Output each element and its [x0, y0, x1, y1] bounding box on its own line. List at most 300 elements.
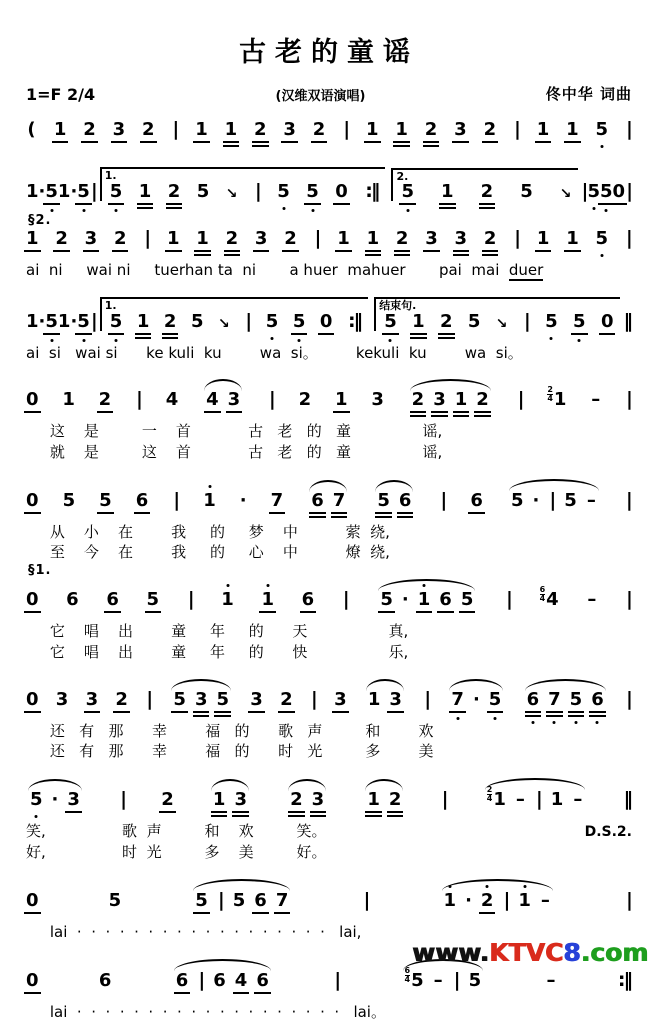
- note-glyph: 3: [55, 688, 69, 710]
- note-glyph: 3: [454, 119, 467, 140]
- meter-change: [540, 586, 546, 603]
- volta-bracket: [100, 167, 386, 201]
- note: [573, 310, 586, 332]
- underline: [311, 141, 328, 143]
- underline: [589, 711, 606, 713]
- lyric-segment: 还 有 那 幸 福 的 歌 声 和 欢: [26, 721, 434, 740]
- octave-dot-below: [50, 209, 53, 212]
- note: [136, 310, 150, 332]
- note-glyph: 6: [591, 688, 604, 710]
- dot: [402, 591, 409, 609]
- note-glyph: 5: [45, 310, 58, 332]
- octave-dot-below: [550, 337, 553, 340]
- note-glyph: 3: [371, 389, 384, 411]
- note: [367, 688, 381, 710]
- note-glyph: 2: [388, 788, 402, 810]
- note-glyph: 1: [166, 228, 180, 249]
- underline: [479, 912, 496, 914]
- note-glyph: 2: [480, 889, 494, 911]
- lyrics-text: [26, 741, 433, 762]
- note: [596, 230, 609, 248]
- underline: [193, 715, 210, 717]
- underline: [525, 711, 542, 713]
- note-glyph: 2: [280, 688, 293, 710]
- note-glyph: 3: [67, 788, 80, 810]
- note: [334, 688, 347, 710]
- meter-change: [547, 386, 553, 403]
- note: [26, 310, 39, 332]
- watermark-segment: 8: [563, 938, 581, 967]
- underline: [193, 141, 210, 143]
- note-glyph: 2: [98, 389, 112, 411]
- note: [62, 489, 76, 511]
- note: [113, 121, 126, 139]
- note: [62, 391, 75, 409]
- watermark: [412, 938, 648, 967]
- meter-denominator: 4: [539, 594, 546, 604]
- note: [254, 121, 267, 139]
- gliss-icon: [496, 317, 508, 331]
- underline: [410, 411, 427, 413]
- underline: [365, 254, 382, 256]
- underline: [564, 250, 581, 252]
- note: [319, 310, 333, 332]
- note: [439, 591, 452, 609]
- underline: [84, 711, 101, 713]
- underline: [394, 250, 411, 252]
- underline: [438, 333, 455, 335]
- underline: [223, 145, 240, 147]
- note-glyph: 6: [66, 589, 79, 611]
- note: [163, 310, 177, 332]
- note: [250, 688, 263, 710]
- underline: [479, 203, 496, 205]
- lyrics-row: [26, 522, 632, 543]
- note-glyph: 1: [366, 228, 380, 249]
- underline: [525, 715, 542, 717]
- key-signature: 1=F 2/4: [26, 85, 96, 104]
- note: [480, 889, 494, 911]
- note-glyph: 3: [84, 228, 98, 249]
- underline: [365, 815, 382, 817]
- note-glyph: 4: [546, 589, 559, 611]
- slur: [483, 778, 588, 809]
- note: [290, 788, 303, 810]
- underline: [75, 333, 92, 335]
- note-glyph: 2: [298, 389, 312, 411]
- meter-numerator: 6: [404, 965, 411, 975]
- note-glyph: 0: [319, 310, 333, 332]
- note: [108, 889, 122, 911]
- underline: [387, 711, 404, 713]
- note-glyph: 1: [536, 228, 550, 249]
- meter-denominator: 4: [404, 974, 411, 984]
- barline: |: [626, 180, 632, 202]
- note: [228, 391, 241, 409]
- octave-dot-below: [50, 339, 53, 342]
- underline: [165, 250, 182, 252]
- underline: [375, 512, 392, 514]
- underline: [474, 411, 491, 413]
- octave-dot-below: [456, 717, 459, 720]
- note-glyph: 2: [483, 228, 497, 249]
- underline: [288, 815, 305, 817]
- note: [395, 121, 408, 139]
- note-glyph: 5: [277, 181, 290, 202]
- score-line: [26, 563, 632, 662]
- underline: [252, 145, 269, 147]
- underline: [24, 611, 41, 613]
- underline: [453, 411, 470, 413]
- note-glyph: 5: [196, 181, 210, 202]
- barline: |: [514, 227, 520, 249]
- note: [412, 391, 425, 409]
- lyric-segment: 笑, 歌 声 和 欢 笑。: [26, 821, 327, 840]
- octave-dot-below: [389, 339, 392, 342]
- notes-row: [26, 666, 632, 721]
- note: [547, 385, 567, 411]
- note: [55, 688, 69, 710]
- underline: [611, 203, 628, 205]
- underline: [171, 711, 188, 713]
- note: [600, 183, 613, 201]
- underline: [269, 512, 286, 514]
- underline: [135, 337, 152, 339]
- note-glyph: 5: [190, 310, 204, 332]
- underline: [438, 337, 455, 339]
- note-glyph: 1: [196, 228, 209, 249]
- note: [569, 688, 583, 710]
- note-glyph: 2: [290, 788, 303, 810]
- underline: [382, 333, 399, 335]
- octave-dot-below: [298, 339, 301, 342]
- octave-dot-above: [423, 584, 426, 587]
- octave-dot-above: [266, 584, 269, 587]
- note: [488, 688, 502, 710]
- barline: |: [146, 687, 152, 710]
- note: [425, 121, 438, 139]
- note-glyph: 5: [109, 310, 123, 332]
- octave-dot-below: [271, 337, 274, 340]
- dash: [572, 788, 583, 810]
- note-glyph: 7: [332, 489, 346, 511]
- note-glyph: 2: [483, 119, 497, 140]
- underline: [568, 711, 585, 713]
- note-glyph: 5: [520, 181, 533, 202]
- underline: [166, 203, 183, 205]
- slur: [286, 779, 328, 809]
- lyrics-text: [26, 1002, 386, 1022]
- barline: |: [342, 588, 348, 611]
- dash: [433, 969, 444, 991]
- note: [98, 969, 112, 991]
- barline: |: [135, 388, 141, 411]
- note: [166, 391, 179, 409]
- note-glyph: 6: [526, 688, 540, 710]
- barline: |: [440, 488, 446, 511]
- lyric-segment: 还 有 那 幸 福 的 时 光 多 美: [26, 742, 434, 761]
- lyric-segment: 就 是 这 首 古 老 的 童 谣,: [26, 443, 443, 462]
- note-glyph: 3: [425, 228, 438, 249]
- note-glyph: 6: [254, 889, 267, 911]
- barline: |: [198, 968, 204, 991]
- note: [306, 183, 319, 201]
- underline: [214, 711, 231, 713]
- underline: [365, 250, 382, 252]
- note-glyph: 5: [306, 181, 319, 202]
- lyrics-text: [26, 442, 442, 463]
- note: [600, 310, 614, 332]
- note: [67, 788, 80, 810]
- note-glyph: 1: [261, 589, 274, 611]
- note: [30, 788, 43, 810]
- note-glyph: (: [27, 119, 36, 140]
- underline: [174, 992, 191, 994]
- slur: [447, 679, 505, 709]
- underline: [233, 992, 250, 994]
- lyric-segment: duer: [508, 261, 544, 279]
- underline: [364, 141, 381, 143]
- underline: [423, 250, 440, 252]
- note: [77, 183, 90, 201]
- note-glyph: 6: [106, 589, 119, 611]
- octave-dot-below: [596, 721, 599, 724]
- note-glyph: 2: [161, 788, 174, 810]
- octave-dot-below: [553, 721, 556, 724]
- note: [566, 230, 579, 248]
- notes-row: [26, 154, 632, 213]
- note-glyph: 1: [454, 389, 468, 411]
- note-glyph: 2: [312, 119, 326, 140]
- note: [613, 183, 626, 201]
- underline: [193, 711, 210, 713]
- lyrics-row: [26, 842, 632, 863]
- underline: [223, 141, 240, 143]
- note: [99, 489, 112, 511]
- note: [371, 391, 384, 409]
- note: [109, 310, 123, 332]
- note-glyph: 2: [480, 181, 494, 202]
- barline: |: [625, 227, 631, 249]
- note: [168, 183, 181, 201]
- underline: [487, 711, 504, 713]
- note-glyph: –: [546, 969, 556, 991]
- lyric-segment: lai · · · · · · · · · · · · · · · · · · · lai。: [26, 1002, 386, 1021]
- dash: [540, 889, 551, 911]
- note-glyph: 3: [283, 119, 296, 140]
- octave-dot-above: [523, 885, 526, 888]
- underline: [108, 333, 125, 335]
- note: [216, 688, 229, 710]
- underline: [437, 611, 454, 613]
- barline: :‖: [365, 180, 379, 202]
- meter-numerator: 6: [539, 585, 546, 595]
- underline: [135, 333, 152, 335]
- note: [106, 591, 119, 609]
- note: [587, 183, 600, 201]
- slur: [169, 679, 233, 709]
- note: [443, 889, 457, 911]
- underline: [304, 203, 321, 205]
- underline: [281, 141, 298, 143]
- underline: [226, 411, 243, 413]
- note: [537, 121, 550, 139]
- meter-numerator: 2: [486, 784, 493, 794]
- note-glyph: ·: [38, 310, 46, 332]
- note-glyph: 1: [26, 228, 39, 249]
- note-glyph: 3: [334, 688, 347, 710]
- underline: [83, 250, 100, 252]
- note-glyph: 6: [135, 489, 149, 511]
- underline: [104, 611, 121, 613]
- note-glyph: 0: [26, 889, 39, 911]
- octave-dot-below: [115, 209, 118, 212]
- barline: |: [626, 388, 631, 411]
- underline: [309, 516, 326, 518]
- note: [311, 489, 324, 511]
- underline: [333, 411, 350, 413]
- barline: |: [334, 968, 340, 991]
- volta-bracket: [391, 168, 577, 201]
- underline: [310, 811, 327, 813]
- note-glyph: ·: [472, 688, 480, 710]
- note: [486, 784, 506, 810]
- note-glyph: 1: [367, 788, 380, 810]
- note-glyph: 5: [595, 119, 609, 140]
- underline: [365, 811, 382, 813]
- note-glyph: 5: [109, 181, 123, 202]
- note: [114, 230, 127, 248]
- octave-dot-below: [600, 145, 603, 148]
- note-glyph: 5: [401, 181, 414, 202]
- underline: [335, 250, 352, 252]
- note-glyph: 2: [254, 119, 267, 140]
- lyrics-row: [26, 343, 632, 364]
- note-glyph: 3: [433, 389, 446, 411]
- note-glyph: 5: [232, 889, 246, 911]
- note: [484, 230, 497, 248]
- lyrics-text: [26, 260, 543, 281]
- note-glyph: 1: [57, 181, 71, 202]
- note-glyph: 6: [301, 589, 315, 611]
- lyric-segment: 好, 时 光 多 美 好。: [26, 843, 327, 862]
- note-glyph: 3: [227, 389, 241, 411]
- notes-row: [26, 216, 632, 260]
- note: [510, 489, 524, 511]
- note-glyph: 1: [493, 788, 506, 810]
- underline: [331, 516, 348, 518]
- octave-dot-below: [35, 815, 38, 818]
- lyrics-text: [26, 721, 433, 742]
- note-glyph: ↘: [559, 186, 572, 202]
- volta-bracket: [374, 297, 619, 331]
- underline: [253, 250, 270, 252]
- note-glyph: ·: [51, 788, 59, 810]
- underline: [568, 715, 585, 717]
- note: [380, 591, 393, 609]
- note-glyph: 6: [398, 489, 412, 511]
- note-glyph: 7: [275, 889, 289, 911]
- lyric-segment: 它 唱 出 童 年 的 快 乐,: [26, 642, 409, 661]
- note-glyph: 6: [311, 489, 324, 511]
- underline: [589, 715, 606, 717]
- lyrics-row: [26, 821, 632, 842]
- volta-label: 1.: [105, 300, 120, 312]
- barline: |: [310, 687, 316, 710]
- underline: [162, 333, 179, 335]
- note: [55, 230, 68, 248]
- underline: [278, 711, 295, 713]
- note: [292, 310, 306, 332]
- note-glyph: 3: [389, 688, 402, 710]
- lyrics-row: [26, 260, 632, 281]
- note: [213, 969, 226, 991]
- note: [441, 183, 454, 201]
- note-glyph: 1: [417, 589, 431, 611]
- note-glyph: 1: [224, 119, 238, 140]
- segno-marker: §2.: [28, 213, 52, 228]
- note-glyph: 5: [488, 688, 502, 710]
- note: [366, 121, 379, 139]
- underline: [387, 811, 404, 813]
- lyrics-row: [26, 1002, 632, 1022]
- note: [596, 121, 609, 139]
- octave-dot-above: [226, 584, 229, 587]
- note: [425, 230, 438, 248]
- notes-row: [26, 765, 632, 821]
- gliss-icon: [226, 187, 238, 201]
- slur: [191, 879, 292, 910]
- note-glyph: 2: [439, 310, 453, 332]
- underline: [571, 333, 588, 335]
- note-glyph: 3: [112, 119, 126, 140]
- note: [275, 889, 289, 911]
- dot: [465, 889, 472, 911]
- dot: [70, 183, 77, 201]
- underline: [137, 207, 154, 209]
- lyrics-text: [26, 821, 327, 842]
- note-glyph: 5: [99, 489, 112, 511]
- segno-marker: §1.: [28, 563, 52, 579]
- note-glyph: 6: [256, 969, 269, 991]
- score-line: [26, 107, 632, 151]
- note: [384, 310, 397, 332]
- dot: [70, 310, 78, 332]
- note: [254, 889, 267, 911]
- underline: [97, 411, 114, 413]
- score-line: [26, 666, 632, 762]
- note-glyph: –: [540, 889, 550, 911]
- note: [277, 183, 290, 201]
- note-glyph: 1: [57, 310, 71, 332]
- note-glyph: 1: [518, 889, 531, 911]
- octave-dot-below: [115, 339, 118, 342]
- note: [26, 591, 39, 609]
- octave-dot-below: [82, 209, 85, 212]
- slur: [440, 879, 555, 910]
- note: [467, 310, 481, 332]
- slur: [408, 379, 493, 409]
- octave-dot-above: [208, 485, 211, 488]
- note: [135, 489, 149, 511]
- note-glyph: 1: [203, 489, 216, 511]
- note-glyph: 1: [566, 119, 579, 140]
- barline: |: [581, 180, 587, 202]
- score: [26, 107, 632, 1022]
- barline: :‖: [617, 968, 631, 991]
- note: [226, 230, 239, 248]
- note-glyph: 5: [216, 688, 229, 710]
